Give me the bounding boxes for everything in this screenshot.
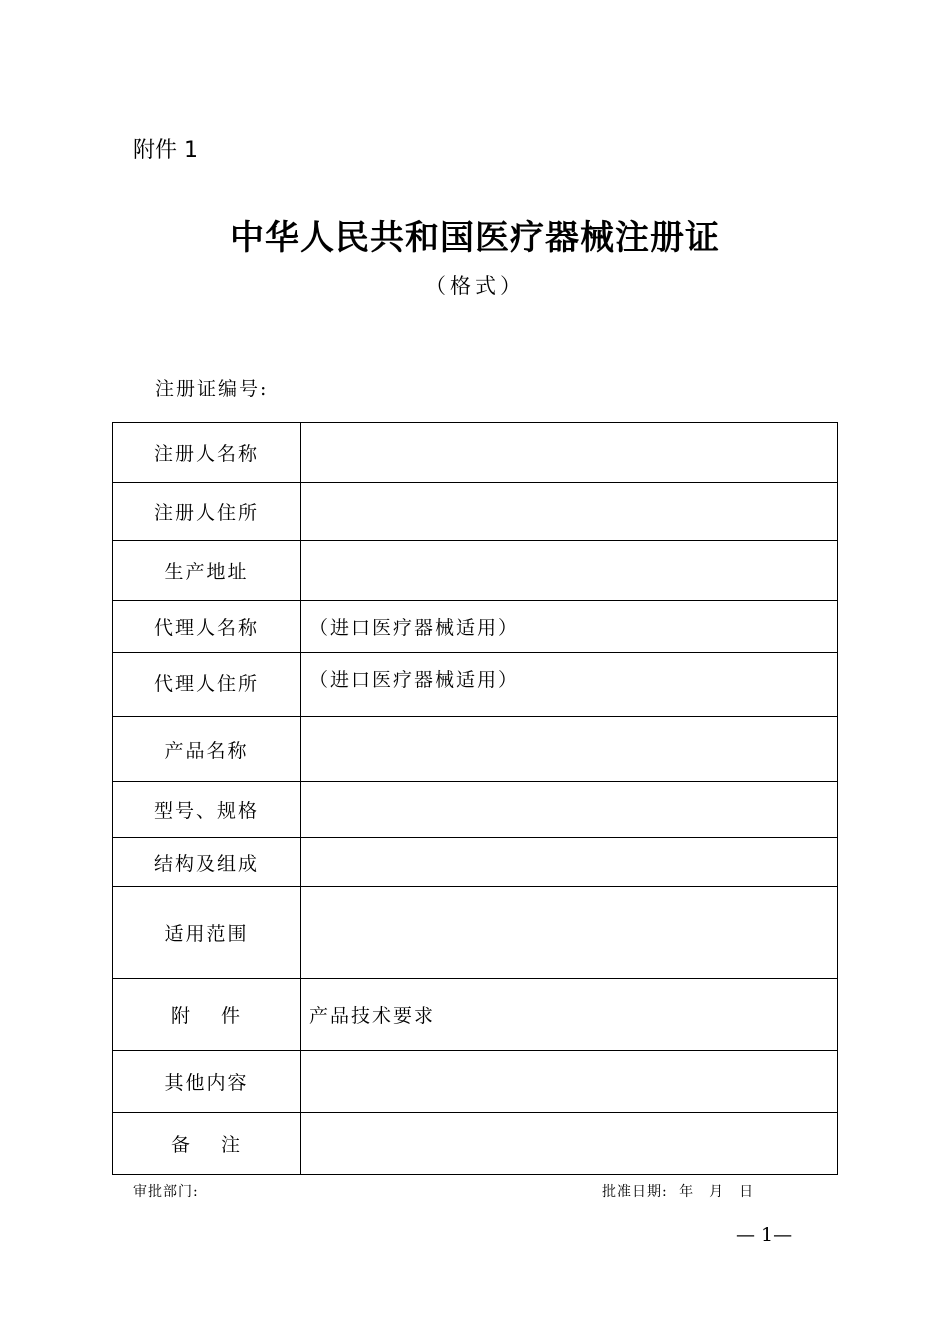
table-row — [113, 653, 838, 717]
table-row — [113, 717, 838, 782]
row-value — [301, 541, 838, 601]
row-value — [301, 423, 838, 483]
table-row — [113, 887, 838, 979]
row-label: 备 注 — [113, 1113, 301, 1175]
table-row — [113, 483, 838, 541]
approval-date-label: 批准日期: 年 月 日 — [602, 1184, 755, 1200]
row-label: 附 件 — [113, 979, 301, 1051]
document-title: 中华人民共和国医疗器械注册证 — [230, 218, 720, 258]
table-row — [113, 1113, 838, 1175]
registration-number-label: 注册证编号: — [155, 378, 269, 400]
row-label: 产品名称 — [113, 717, 301, 782]
approver-label: 审批部门: — [133, 1184, 199, 1200]
row-value — [301, 838, 838, 887]
table-row — [113, 541, 838, 601]
row-value — [301, 1051, 838, 1113]
row-label: 代理人名称 — [113, 601, 301, 653]
row-label: 型号、规格 — [113, 782, 301, 838]
row-value: 产品技术要求 — [301, 979, 838, 1051]
row-label: 生产地址 — [113, 541, 301, 601]
row-value — [301, 717, 838, 782]
table-row — [113, 782, 838, 838]
row-label: 注册人住所 — [113, 483, 301, 541]
document-subtitle: （格式） — [425, 274, 525, 298]
row-label: 结构及组成 — [113, 838, 301, 887]
row-label: 代理人住所 — [113, 653, 301, 717]
row-value — [301, 1113, 838, 1175]
row-value — [301, 483, 838, 541]
table-row — [113, 423, 838, 483]
table-row — [113, 601, 838, 653]
row-value — [301, 887, 838, 979]
registration-form-table — [112, 422, 838, 1175]
row-value — [301, 782, 838, 838]
row-label: 注册人名称 — [113, 423, 301, 483]
table-row — [113, 1051, 838, 1113]
row-value: （进口医疗器械适用） — [301, 601, 838, 653]
attachment-label: 附件 1 — [133, 138, 198, 163]
row-label: 适用范围 — [113, 887, 301, 979]
table-row — [113, 838, 838, 887]
table-row — [113, 979, 838, 1051]
page-number: — 1— — [736, 1224, 793, 1246]
row-value: （进口医疗器械适用） — [301, 653, 838, 717]
row-label: 其他内容 — [113, 1051, 301, 1113]
